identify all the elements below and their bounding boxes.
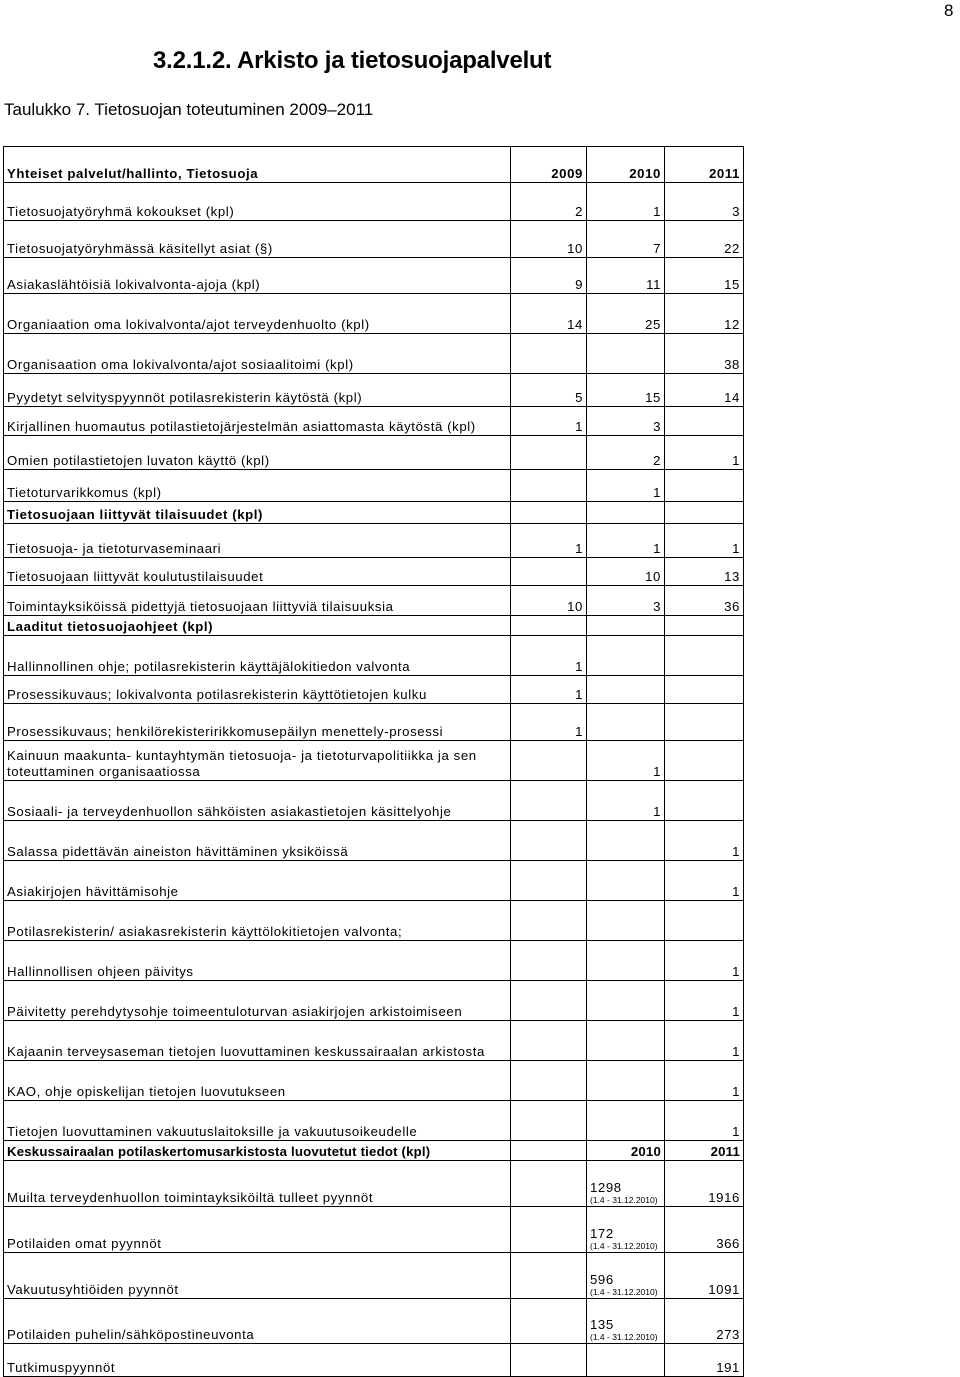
value-2009 — [511, 1101, 587, 1141]
row-label: Hallinnollinen ohje; potilasrekisterin käyttäjälokitiedon valvonta — [4, 636, 511, 676]
value-2011 — [665, 901, 744, 941]
value-2010 — [587, 1061, 665, 1101]
period-note: (1.4 - 31.12.2010) — [590, 1287, 658, 1297]
value-2011: 1 — [665, 941, 744, 981]
table-row — [4, 1061, 744, 1101]
header-year-2010: 2010 — [587, 1141, 665, 1161]
value-2009: 10 — [511, 221, 587, 258]
value-2011: 36 — [665, 586, 744, 616]
value-2011: 1 — [665, 861, 744, 901]
row-label: Hallinnollisen ohjeen päivitys — [4, 941, 511, 981]
row-label: Toimintayksiköissä pidettyjä tietosuojaan liittyviä tilaisuuksia — [4, 586, 511, 616]
value-2010: 11 — [587, 258, 665, 294]
period-note: (1.4 - 31.12.2010) — [590, 1241, 658, 1251]
row-label: Tietosuojaan liittyvät koulutustilaisuudet — [4, 558, 511, 586]
table-row — [4, 821, 744, 861]
value-2010 — [587, 901, 665, 941]
row-label: Potilaiden omat pyynnöt — [4, 1207, 511, 1253]
table-row — [4, 334, 744, 374]
table-caption: Taulukko 7. Tietosuojan toteutuminen 2009–2011 — [4, 100, 374, 119]
count-2010: 135 — [590, 1317, 614, 1332]
value-2010: 3 — [587, 407, 665, 436]
header-year-2011: 2011 — [665, 1141, 744, 1161]
value-2010 — [587, 334, 665, 374]
row-label: Kajaanin terveysaseman tietojen luovuttaminen keskussairaalan arkistosta — [4, 1021, 511, 1061]
table-row — [4, 524, 744, 558]
value-2010 — [587, 981, 665, 1021]
count-2010: 596 — [590, 1272, 614, 1287]
value-2010: 1 — [587, 524, 665, 558]
table-row — [4, 1299, 744, 1344]
table-row — [4, 1344, 744, 1377]
row-label: Potilasrekisterin/ asiakasrekisterin käyttölokitietojen valvonta; — [4, 901, 511, 941]
section-label: Tietosuojaan liittyvät tilaisuudet (kpl) — [4, 502, 511, 524]
value-2009 — [511, 981, 587, 1021]
value-2009 — [511, 1061, 587, 1101]
table-row — [4, 741, 744, 781]
value-2009 — [511, 1021, 587, 1061]
header-label: Yhteiset palvelut/hallinto, Tietosuoja — [4, 147, 511, 183]
header-year-2009: 2009 — [511, 147, 587, 183]
row-label: Prosessikuvaus; lokivalvonta potilasrekisterin käyttötietojen kulku — [4, 676, 511, 704]
page-number: 8 — [944, 1, 954, 20]
empty-cell — [511, 1141, 587, 1161]
value-2011: 1 — [665, 1021, 744, 1061]
table-row — [4, 374, 744, 407]
value-2011: 1 — [665, 821, 744, 861]
row-label: Prosessikuvaus; henkilörekisteririkkomusepäilyn menettely-prosessi — [4, 704, 511, 741]
value-2009: 2 — [511, 183, 587, 221]
row-label: Sosiaali- ja terveydenhuollon sähköisten asiakastietojen käsittelyohje — [4, 781, 511, 821]
row-label: Omien potilastietojen luvaton käyttö (kpl) — [4, 436, 511, 470]
value-2009 — [511, 781, 587, 821]
header-year-2011: 2011 — [665, 147, 744, 183]
row-label: Asiakirjojen hävittämisohje — [4, 861, 511, 901]
row-label: Potilaiden puhelin/sähköpostineuvonta — [4, 1299, 511, 1344]
value-2011: 1 — [665, 981, 744, 1021]
value-2010: 1 — [587, 741, 665, 781]
value-2010-cell — [587, 1207, 665, 1253]
value-2010-cell — [587, 1253, 665, 1299]
value-2009: 9 — [511, 258, 587, 294]
table-row — [4, 941, 744, 981]
table-row — [4, 436, 744, 470]
value-2009: 1 — [511, 407, 587, 436]
table-header-row-2 — [4, 1141, 744, 1161]
value-2011: 22 — [665, 221, 744, 258]
row-label: Tietosuojatyöryhmä kokoukset (kpl) — [4, 183, 511, 221]
value-2009: 14 — [511, 294, 587, 334]
row-label: Tietosuojatyöryhmässä käsitellyt asiat (§) — [4, 221, 511, 258]
empty-cell — [511, 1344, 587, 1377]
value-2010: 3 — [587, 586, 665, 616]
row-label: Kainuun maakunta- kuntayhtymän tietosuoja- ja tietoturvapolitiikka ja sen toteuttaminen organisaatiossa — [4, 741, 511, 781]
value-2011: 1091 — [665, 1253, 744, 1299]
section-training-row — [4, 502, 744, 524]
value-2011: 13 — [665, 558, 744, 586]
table-row — [4, 1253, 744, 1299]
value-2011: 191 — [665, 1344, 744, 1377]
value-2010: 15 — [587, 374, 665, 407]
empty-cell — [511, 1207, 587, 1253]
value-2010: 1 — [587, 183, 665, 221]
value-2011 — [665, 676, 744, 704]
value-2010 — [587, 1101, 665, 1141]
table-row — [4, 586, 744, 616]
count-2010: 1298 — [590, 1180, 622, 1195]
value-2009 — [511, 470, 587, 502]
row-label: KAO, ohje opiskelijan tietojen luovutukseen — [4, 1061, 511, 1101]
value-2010: 10 — [587, 558, 665, 586]
table-body — [4, 147, 744, 1377]
table-row — [4, 781, 744, 821]
value-2011: 15 — [665, 258, 744, 294]
value-2010: 1 — [587, 781, 665, 821]
value-2009: 1 — [511, 636, 587, 676]
table-row — [4, 704, 744, 741]
value-2010 — [587, 1021, 665, 1061]
value-2011: 273 — [665, 1299, 744, 1344]
value-2010: 2 — [587, 436, 665, 470]
table-header-row — [4, 147, 744, 183]
period-note: (1.4 - 31.12.2010) — [590, 1332, 658, 1342]
value-2009 — [511, 436, 587, 470]
value-2009 — [511, 741, 587, 781]
table-row — [4, 676, 744, 704]
value-2011: 12 — [665, 294, 744, 334]
table-row — [4, 221, 744, 258]
table-row — [4, 258, 744, 294]
value-2009 — [511, 941, 587, 981]
empty-cell — [665, 616, 744, 636]
row-label: Muilta terveydenhuollon toimintayksiköiltä tulleet pyynnöt — [4, 1161, 511, 1207]
empty-cell — [587, 616, 665, 636]
table-row — [4, 1207, 744, 1253]
row-label: Päivitetty perehdytysohje toimeentuloturvan asiakirjojen arkistoimiseen — [4, 981, 511, 1021]
value-2011 — [665, 636, 744, 676]
value-2011 — [665, 741, 744, 781]
row-label: Asiakaslähtöisiä lokivalvonta-ajoja (kpl) — [4, 258, 511, 294]
table-row — [4, 861, 744, 901]
value-2009: 5 — [511, 374, 587, 407]
value-2009: 10 — [511, 586, 587, 616]
value-2009: 1 — [511, 676, 587, 704]
value-2009 — [511, 901, 587, 941]
value-2010 — [587, 676, 665, 704]
empty-cell — [511, 1299, 587, 1344]
value-2009 — [511, 861, 587, 901]
value-2009 — [511, 334, 587, 374]
value-2010 — [587, 821, 665, 861]
table-row — [4, 901, 744, 941]
period-note: (1.4 - 31.12.2010) — [590, 1195, 658, 1205]
value-2010: 7 — [587, 221, 665, 258]
value-2011 — [665, 704, 744, 741]
empty-cell — [587, 502, 665, 524]
value-2009 — [511, 821, 587, 861]
row-label: Pyydetyt selvityspyynnöt potilasrekisterin käytöstä (kpl) — [4, 374, 511, 407]
value-2011: 14 — [665, 374, 744, 407]
data-protection-table — [3, 146, 744, 1377]
value-2011: 366 — [665, 1207, 744, 1253]
row-label: Vakuutusyhtiöiden pyynnöt — [4, 1253, 511, 1299]
value-2011: 1 — [665, 1101, 744, 1141]
empty-cell — [511, 616, 587, 636]
block2-header-label: Keskussairaalan potilaskertomusarkistosta luovutetut tiedot (kpl) — [4, 1141, 511, 1161]
empty-cell — [511, 1161, 587, 1207]
value-2011: 1 — [665, 1061, 744, 1101]
value-2011: 1 — [665, 524, 744, 558]
row-label: Tutkimuspyynnöt — [4, 1344, 511, 1377]
value-2010-cell — [587, 1299, 665, 1344]
table-row — [4, 470, 744, 502]
empty-cell — [511, 502, 587, 524]
table-row — [4, 407, 744, 436]
value-2010 — [587, 704, 665, 741]
value-2011: 3 — [665, 183, 744, 221]
value-2011 — [665, 781, 744, 821]
row-label: Organiaation oma lokivalvonta/ajot terveydenhuolto (kpl) — [4, 294, 511, 334]
value-2010: 1 — [587, 470, 665, 502]
value-2010 — [587, 941, 665, 981]
value-2010 — [587, 861, 665, 901]
section-guides-row — [4, 616, 744, 636]
row-label: Tietosuoja- ja tietoturvaseminaari — [4, 524, 511, 558]
value-2010 — [587, 636, 665, 676]
row-label: Kirjallinen huomautus potilastietojärjestelmän asiattomasta käytöstä (kpl) — [4, 407, 511, 436]
count-2010: 172 — [590, 1226, 614, 1241]
value-2010: 25 — [587, 294, 665, 334]
value-2010-cell — [587, 1344, 665, 1377]
table-row — [4, 183, 744, 221]
table-row — [4, 1161, 744, 1207]
value-2010-cell — [587, 1161, 665, 1207]
row-label: Tietoturvarikkomus (kpl) — [4, 470, 511, 502]
empty-cell — [665, 502, 744, 524]
table-row — [4, 1101, 744, 1141]
header-year-2010: 2010 — [587, 147, 665, 183]
section-label: Laaditut tietosuojaohjeet (kpl) — [4, 616, 511, 636]
table-row — [4, 1021, 744, 1061]
row-label: Organisaation oma lokivalvonta/ajot sosiaalitoimi (kpl) — [4, 334, 511, 374]
empty-cell — [511, 1253, 587, 1299]
row-label: Tietojen luovuttaminen vakuutuslaitoksille ja vakuutusoikeudelle — [4, 1101, 511, 1141]
value-2011 — [665, 470, 744, 502]
table-row — [4, 981, 744, 1021]
value-2011: 1916 — [665, 1161, 744, 1207]
value-2011: 1 — [665, 436, 744, 470]
value-2009: 1 — [511, 704, 587, 741]
section-heading: 3.2.1.2. Arkisto ja tietosuojapalvelut — [153, 47, 552, 74]
table-row — [4, 294, 744, 334]
value-2011 — [665, 407, 744, 436]
table-row — [4, 558, 744, 586]
value-2009: 1 — [511, 524, 587, 558]
value-2011: 38 — [665, 334, 744, 374]
value-2009 — [511, 558, 587, 586]
table-row — [4, 636, 744, 676]
row-label: Salassa pidettävän aineiston hävittäminen yksiköissä — [4, 821, 511, 861]
